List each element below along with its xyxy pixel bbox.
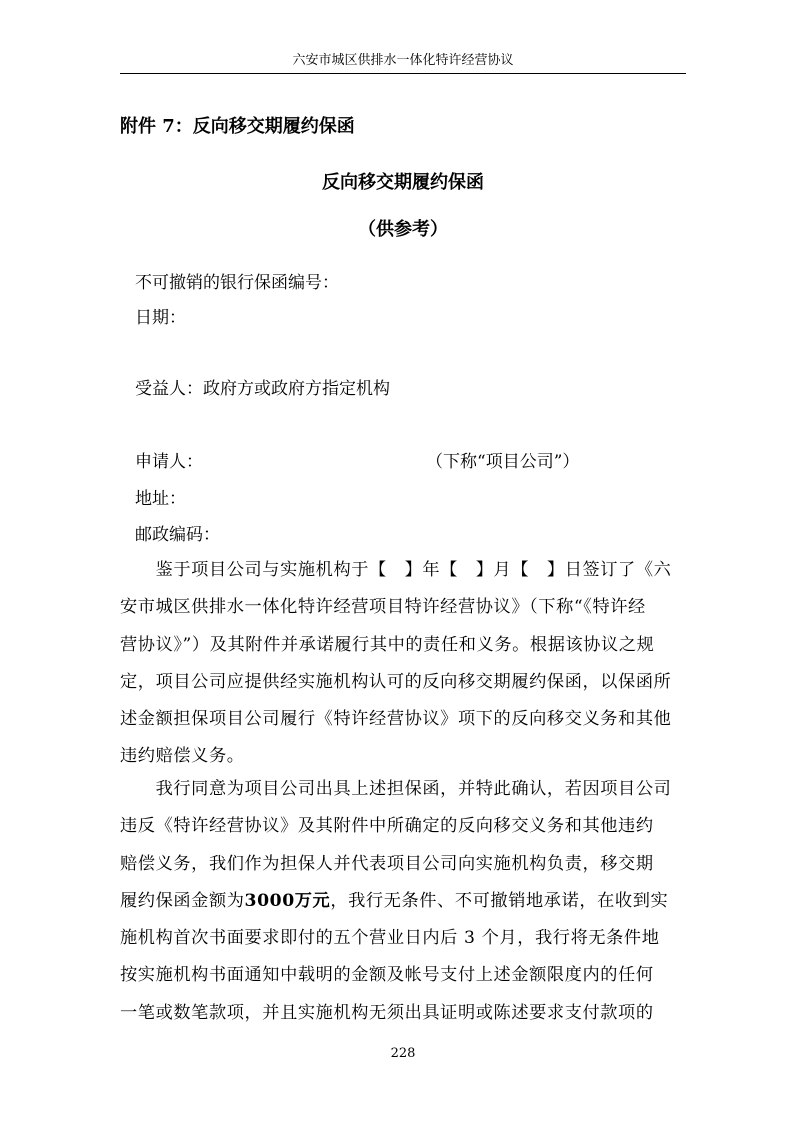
amount-prefix: 履约保函金额为 [120,890,245,911]
beneficiary-label: 受益人：政府方或政府方指定机构 [135,379,390,399]
paragraph-line: 赔偿义务，我们作为担保人并代表项目公司向实施机构负责，移交期 [120,853,654,874]
page-header: 六安市城区供排水一体化特许经营协议 [292,53,514,68]
paragraph-line: 营协议》”）及其附件并承诺履行其中的责任和义务。根据该协议之规 [120,634,655,655]
address-label: 地址： [135,489,186,509]
page-number: 228 [390,1046,416,1061]
paragraph-line: 违反《特许经营协议》及其附件中所确定的反向移交义务和其他违约 [120,816,654,837]
applicant-note: （下称“项目公司”） [426,452,580,472]
paragraph-line: 按实施机构书面通知中载明的金额及帐号支付上述金额限度内的任何 [120,965,654,986]
postcode-label: 邮政编码： [135,525,220,545]
date-label: 日期： [135,308,186,328]
guarantee-number-label: 不可撤销的银行保函编号： [135,273,339,293]
document-title: 反向移交期履约保函 [322,172,484,193]
paragraph-line: 述金额担保项目公司履行《特许经营协议》项下的反向移交义务和其他 [120,709,672,730]
paragraph-line-amount [120,883,686,920]
attachment-title: 附件 7：反向移交期履约保函 [120,116,355,137]
paragraph-line: 鉴于项目公司与实施机构于【 】年【 】月【 】日签订了《六 [120,560,672,580]
paragraph-line: 违约赔偿义务。 [120,746,245,767]
paragraph-line: 安市城区供排水一体化特许经营项目特许经营协议》（下称“《特许经 [120,597,646,618]
paragraph-line: 定，项目公司应提供经实施机构认可的反向移交期履约保函，以保函所 [120,671,672,692]
paragraph-1 [120,552,686,776]
document-subtitle: （供参考） [358,219,448,240]
header-rule [120,73,686,74]
paragraph-line: 施机构首次书面要求即付的五个营业日内后 3 个月，我行将无条件地 [120,928,660,949]
paragraph-2 [120,771,686,1032]
paragraph-line: 我行同意为项目公司出具上述担保函，并特此确认，若因项目公司 [120,779,672,799]
guarantee-amount: 3000万元 [244,890,331,911]
amount-suffix: ，我行无条件、不可撤销地承诺，在收到实 [330,890,669,911]
paragraph-line: 一笔或数笔款项，并且实施机构无须出具证明或陈述要求支付款项的 [120,1002,654,1023]
applicant-label: 申请人： [135,452,203,472]
